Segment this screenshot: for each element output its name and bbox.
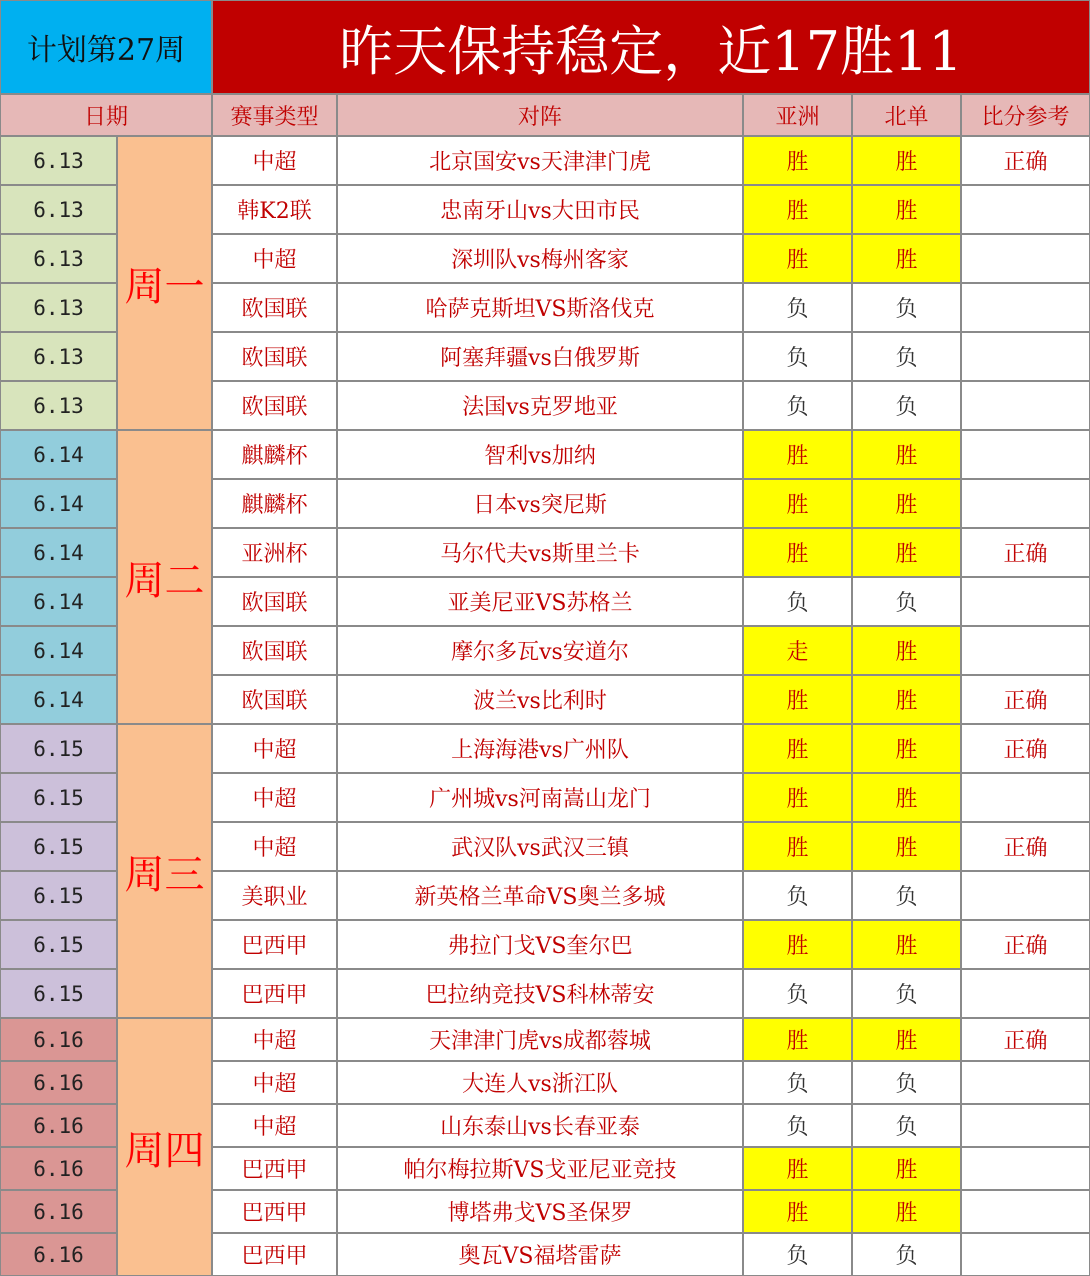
cell-asia: 负	[743, 332, 852, 381]
cell-date: 6.15	[0, 724, 117, 773]
cell-north: 胜	[852, 626, 961, 675]
cell-type: 欧国联	[212, 675, 337, 724]
cell-asia: 胜	[743, 920, 852, 969]
cell-asia: 负	[743, 1061, 852, 1104]
cell-north: 胜	[852, 675, 961, 724]
cell-match: 摩尔多瓦vs安道尔	[337, 626, 743, 675]
cell-score	[961, 773, 1090, 822]
weekday-label: 周三	[117, 724, 212, 1018]
cell-north: 胜	[852, 479, 961, 528]
cell-north: 胜	[852, 920, 961, 969]
cell-match: 新英格兰革命VS奥兰多城	[337, 871, 743, 920]
cell-score: 正确	[961, 136, 1090, 185]
cell-date: 6.16	[0, 1190, 117, 1233]
cell-match: 武汉队vs武汉三镇	[337, 822, 743, 871]
cell-type: 巴西甲	[212, 920, 337, 969]
cell-date: 6.13	[0, 185, 117, 234]
cell-score: 正确	[961, 920, 1090, 969]
cell-asia: 胜	[743, 1018, 852, 1061]
cell-asia: 胜	[743, 822, 852, 871]
cell-north: 负	[852, 969, 961, 1018]
cell-score	[961, 577, 1090, 626]
cell-type: 中超	[212, 822, 337, 871]
header-date: 日期	[0, 94, 212, 136]
cell-score	[961, 479, 1090, 528]
cell-type: 中超	[212, 1104, 337, 1147]
cell-score: 正确	[961, 528, 1090, 577]
cell-date: 6.16	[0, 1061, 117, 1104]
cell-type: 中超	[212, 1018, 337, 1061]
weekday-label: 周二	[117, 430, 212, 724]
cell-asia: 胜	[743, 528, 852, 577]
header-type: 赛事类型	[212, 94, 337, 136]
cell-asia: 负	[743, 969, 852, 1018]
cell-match: 忠南牙山vs大田市民	[337, 185, 743, 234]
weekday-label: 周一	[117, 136, 212, 430]
cell-asia: 负	[743, 1104, 852, 1147]
cell-north: 负	[852, 332, 961, 381]
cell-match: 博塔弗戈VS圣保罗	[337, 1190, 743, 1233]
cell-date: 6.15	[0, 969, 117, 1018]
cell-date: 6.13	[0, 136, 117, 185]
cell-match: 智利vs加纳	[337, 430, 743, 479]
cell-type: 中超	[212, 724, 337, 773]
cell-date: 6.14	[0, 528, 117, 577]
cell-match: 帕尔梅拉斯VS戈亚尼亚竞技	[337, 1147, 743, 1190]
cell-score	[961, 871, 1090, 920]
cell-type: 中超	[212, 136, 337, 185]
cell-score	[961, 1147, 1090, 1190]
cell-date: 6.16	[0, 1104, 117, 1147]
cell-match: 哈萨克斯坦VS斯洛伐克	[337, 283, 743, 332]
cell-match: 马尔代夫vs斯里兰卡	[337, 528, 743, 577]
cell-score	[961, 626, 1090, 675]
cell-asia: 负	[743, 283, 852, 332]
cell-match: 亚美尼亚VS苏格兰	[337, 577, 743, 626]
cell-north: 胜	[852, 528, 961, 577]
cell-north: 负	[852, 577, 961, 626]
cell-match: 大连人vs浙江队	[337, 1061, 743, 1104]
cell-north: 胜	[852, 1147, 961, 1190]
cell-date: 6.15	[0, 773, 117, 822]
cell-type: 欧国联	[212, 283, 337, 332]
cell-asia: 胜	[743, 479, 852, 528]
cell-date: 6.13	[0, 283, 117, 332]
cell-asia: 胜	[743, 1190, 852, 1233]
header-match: 对阵	[337, 94, 743, 136]
cell-match: 天津津门虎vs成都蓉城	[337, 1018, 743, 1061]
cell-date: 6.16	[0, 1147, 117, 1190]
cell-north: 负	[852, 1061, 961, 1104]
cell-date: 6.14	[0, 675, 117, 724]
cell-asia: 胜	[743, 430, 852, 479]
cell-type: 欧国联	[212, 381, 337, 430]
cell-type: 中超	[212, 1061, 337, 1104]
cell-match: 奥瓦VS福塔雷萨	[337, 1233, 743, 1276]
cell-north: 负	[852, 871, 961, 920]
cell-match: 波兰vs比利时	[337, 675, 743, 724]
cell-score	[961, 381, 1090, 430]
cell-asia: 负	[743, 381, 852, 430]
cell-north: 负	[852, 381, 961, 430]
cell-score: 正确	[961, 1018, 1090, 1061]
cell-asia: 胜	[743, 773, 852, 822]
cell-date: 6.15	[0, 920, 117, 969]
cell-north: 胜	[852, 724, 961, 773]
header-score: 比分参考	[961, 94, 1090, 136]
cell-match: 山东泰山vs长春亚泰	[337, 1104, 743, 1147]
cell-north: 负	[852, 1233, 961, 1276]
cell-score	[961, 430, 1090, 479]
cell-date: 6.15	[0, 871, 117, 920]
cell-match: 深圳队vs梅州客家	[337, 234, 743, 283]
cell-north: 胜	[852, 430, 961, 479]
cell-type: 巴西甲	[212, 969, 337, 1018]
cell-north: 胜	[852, 136, 961, 185]
cell-type: 中超	[212, 773, 337, 822]
cell-asia: 胜	[743, 724, 852, 773]
cell-date: 6.16	[0, 1233, 117, 1276]
cell-type: 麒麟杯	[212, 430, 337, 479]
cell-asia: 负	[743, 577, 852, 626]
cell-date: 6.14	[0, 626, 117, 675]
cell-asia: 胜	[743, 136, 852, 185]
cell-date: 6.13	[0, 332, 117, 381]
cell-type: 欧国联	[212, 332, 337, 381]
cell-type: 巴西甲	[212, 1190, 337, 1233]
cell-asia: 胜	[743, 1147, 852, 1190]
cell-score	[961, 1233, 1090, 1276]
cell-north: 胜	[852, 773, 961, 822]
cell-date: 6.13	[0, 381, 117, 430]
cell-date: 6.15	[0, 822, 117, 871]
cell-asia: 负	[743, 871, 852, 920]
cell-score: 正确	[961, 675, 1090, 724]
cell-north: 胜	[852, 185, 961, 234]
cell-match: 日本vs突尼斯	[337, 479, 743, 528]
cell-asia: 走	[743, 626, 852, 675]
plan-week-label: 计划第27周	[0, 0, 212, 94]
cell-north: 胜	[852, 234, 961, 283]
cell-date: 6.14	[0, 430, 117, 479]
cell-type: 亚洲杯	[212, 528, 337, 577]
cell-score	[961, 1061, 1090, 1104]
cell-type: 中超	[212, 234, 337, 283]
headline-banner: 昨天保持稳定，近17胜11	[212, 0, 1090, 94]
cell-north: 胜	[852, 822, 961, 871]
header-north: 北单	[852, 94, 961, 136]
cell-north: 胜	[852, 1190, 961, 1233]
cell-type: 巴西甲	[212, 1147, 337, 1190]
cell-match: 广州城vs河南嵩山龙门	[337, 773, 743, 822]
cell-score	[961, 1104, 1090, 1147]
cell-type: 欧国联	[212, 577, 337, 626]
cell-asia: 负	[743, 1233, 852, 1276]
cell-score	[961, 332, 1090, 381]
cell-type: 麒麟杯	[212, 479, 337, 528]
header-asia: 亚洲	[743, 94, 852, 136]
cell-match: 北京国安vs天津津门虎	[337, 136, 743, 185]
cell-score	[961, 969, 1090, 1018]
cell-type: 巴西甲	[212, 1233, 337, 1276]
cell-north: 负	[852, 1104, 961, 1147]
cell-north: 胜	[852, 1018, 961, 1061]
cell-score	[961, 283, 1090, 332]
cell-date: 6.13	[0, 234, 117, 283]
cell-match: 巴拉纳竞技VS科林蒂安	[337, 969, 743, 1018]
cell-date: 6.16	[0, 1018, 117, 1061]
cell-asia: 胜	[743, 675, 852, 724]
cell-type: 美职业	[212, 871, 337, 920]
cell-type: 韩K2联	[212, 185, 337, 234]
cell-north: 负	[852, 283, 961, 332]
cell-type: 欧国联	[212, 626, 337, 675]
weekday-label: 周四	[117, 1018, 212, 1276]
cell-score	[961, 234, 1090, 283]
cell-date: 6.14	[0, 479, 117, 528]
cell-match: 法国vs克罗地亚	[337, 381, 743, 430]
cell-asia: 胜	[743, 185, 852, 234]
cell-match: 弗拉门戈VS奎尔巴	[337, 920, 743, 969]
cell-score: 正确	[961, 724, 1090, 773]
cell-score	[961, 185, 1090, 234]
cell-asia: 胜	[743, 234, 852, 283]
cell-score: 正确	[961, 822, 1090, 871]
cell-score	[961, 1190, 1090, 1233]
cell-match: 上海海港vs广州队	[337, 724, 743, 773]
cell-date: 6.14	[0, 577, 117, 626]
cell-match: 阿塞拜疆vs白俄罗斯	[337, 332, 743, 381]
